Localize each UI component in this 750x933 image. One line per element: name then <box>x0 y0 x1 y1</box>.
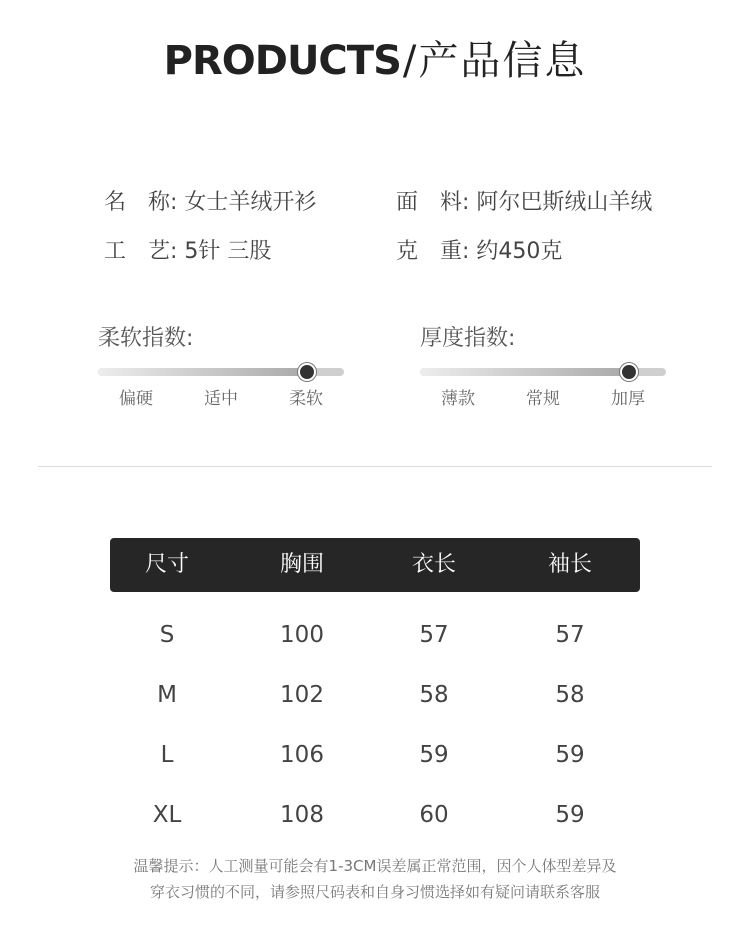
softness-scale-low: 偏硬 <box>119 389 153 409</box>
header-length: 衣长 <box>411 552 456 577</box>
size-table-header <box>110 538 640 592</box>
thickness-slider-fill <box>420 368 629 376</box>
table-row <box>110 795 640 835</box>
table-row <box>110 615 640 655</box>
cell-length: 60 <box>419 802 449 828</box>
info-craft-value: 5针 三股 <box>184 239 272 264</box>
thickness-index-label: 厚度指数: <box>420 326 516 351</box>
cell-sleeve: 59 <box>555 802 585 828</box>
softness-slider-knob <box>298 363 316 381</box>
info-name-value: 女士羊绒开衫 <box>184 190 317 215</box>
note-line-1: 温馨提示：人工测量可能会有1-3CM误差属正常范围，因个人体型差异及 <box>133 857 617 875</box>
cell-length: 57 <box>419 622 449 648</box>
info-name-label: 名 称: <box>104 190 178 215</box>
cell-size: S <box>159 622 175 648</box>
cell-size: L <box>160 742 174 768</box>
header-chest: 胸围 <box>279 552 324 577</box>
info-craft <box>104 237 271 267</box>
softness-slider-fill <box>98 368 307 376</box>
table-row <box>110 675 640 715</box>
thickness-scale-mid: 常规 <box>526 389 560 409</box>
cell-chest: 102 <box>280 682 324 708</box>
cell-sleeve: 58 <box>555 682 585 708</box>
cell-sleeve: 59 <box>555 742 585 768</box>
softness-scale-mid: 适中 <box>204 389 238 409</box>
cell-chest: 106 <box>280 742 324 768</box>
cell-chest: 100 <box>280 622 324 648</box>
softness-slider <box>98 368 344 376</box>
info-weight-value: 约450克 <box>476 239 563 264</box>
thickness-slider <box>420 368 666 376</box>
title-slash: / <box>402 38 417 84</box>
header-sleeve: 袖长 <box>547 552 592 577</box>
header-size: 尺寸 <box>144 552 189 577</box>
cell-length: 58 <box>419 682 449 708</box>
cell-sleeve: 57 <box>555 622 585 648</box>
cell-chest: 108 <box>280 802 324 828</box>
info-fabric <box>396 188 652 218</box>
softness-index-label: 柔软指数: <box>98 326 194 351</box>
cell-size: M <box>157 682 177 708</box>
info-fabric-label: 面 料: <box>396 190 470 215</box>
info-fabric-value: 阿尔巴斯绒山羊绒 <box>476 190 653 215</box>
thickness-scale-high: 加厚 <box>611 389 645 409</box>
title-chinese: 产品信息 <box>418 38 587 84</box>
page-title <box>0 36 750 86</box>
thickness-scale-low: 薄款 <box>441 389 475 409</box>
cell-size: XL <box>152 802 182 828</box>
thickness-slider-knob <box>620 363 638 381</box>
table-row <box>110 735 640 775</box>
info-craft-label: 工 艺: <box>104 239 178 264</box>
section-divider <box>38 466 712 467</box>
info-weight-label: 克 重: <box>396 239 470 264</box>
cell-length: 59 <box>419 742 449 768</box>
note-line-2: 穿衣习惯的不同，请参照尺码表和自身习惯选择如有疑问请联系客服 <box>149 883 600 901</box>
softness-scale-high: 柔软 <box>289 389 323 409</box>
info-weight <box>396 237 562 267</box>
info-name <box>104 188 316 218</box>
title-english: PRODUCTS <box>163 38 401 84</box>
